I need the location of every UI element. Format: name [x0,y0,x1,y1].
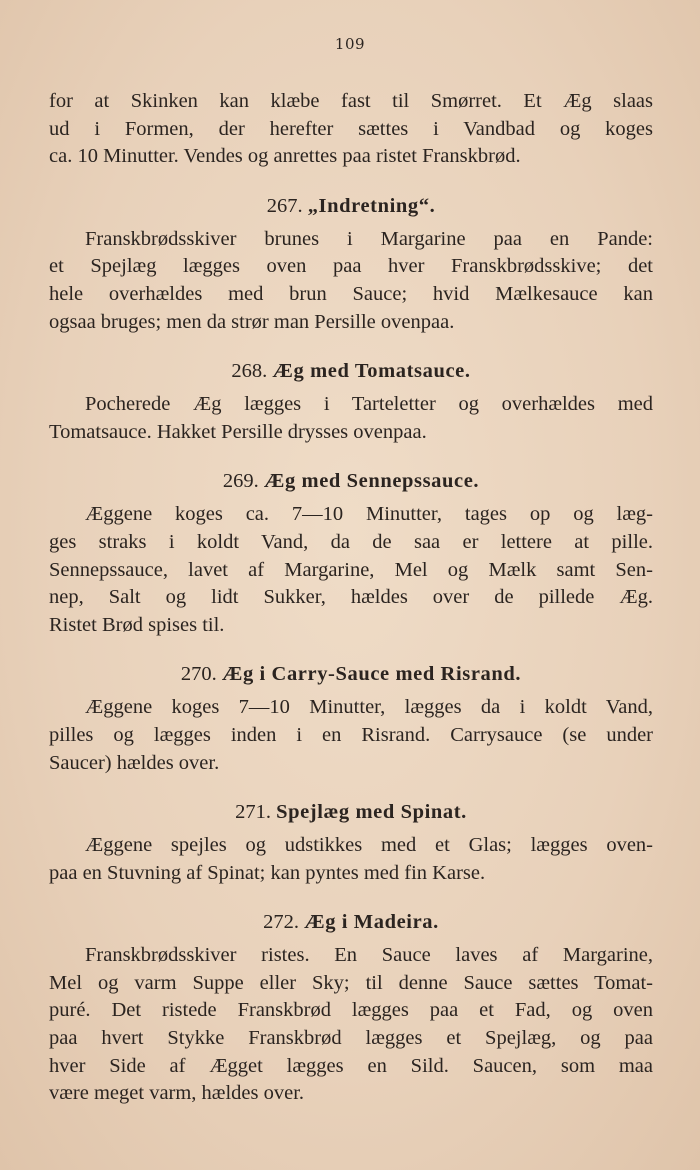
recipe-title: Spejlæg med Spinat. [276,801,467,824]
recipe-line: Mel og varm Suppe eller Sky; til denne Sauce sættes Tomat- [49,971,653,994]
recipe-line: hver Side af Ægget lægges en Sild. Saucen, som maa [49,1054,653,1077]
recipe-text [49,501,653,639]
recipe-heading [49,661,653,688]
page-content [49,88,653,1108]
recipe-title: Æg i Madeira. [304,911,439,934]
recipe-title: Æg med Sennepssauce. [263,470,480,493]
recipe-line: et Spejlæg lægges oven paa hver Franskbrødsskive; det [49,255,653,278]
recipe-line: Æggene koges 7—10 Minutter, lægges da i koldt Vand, [85,696,653,719]
recipe-line: pilles og lægges inden i en Risrand. Carrysauce (se under [49,723,653,746]
recipe-number: 272. [263,911,299,934]
recipe-line: nep, Salt og lidt Sukker, hældes over de pillede Æg. [49,586,653,609]
recipe-heading [49,193,653,220]
recipe-line: Sennepssauce, lavet af Margarine, Mel og Mælk samt Sen- [49,558,653,581]
recipe-271 [49,799,653,887]
recipe-268 [49,358,653,446]
recipe-line: Æggene spejles og udstikkes med et Glas; lægges oven- [85,834,653,857]
recipe-line: være meget varm, hældes over. [49,1082,305,1105]
recipe-number: 270. [180,663,217,686]
recipe-line: Ristet Brød spises til. [49,613,225,636]
recipe-267 [49,193,653,336]
recipe-number: 271. [235,801,271,824]
recipe-line: Æggene koges ca. 7—10 Minutter, tages op og læg- [85,503,653,526]
recipe-text [49,226,653,336]
recipe-number: 269. [222,470,259,493]
recipe-heading [49,468,653,495]
recipe-heading [49,909,653,936]
intro-line: ud i Formen, der herefter sættes i Vandbad og koges [49,117,653,140]
recipe-text [49,942,653,1108]
recipe-title: Æg med Tomatsauce. [272,360,471,383]
recipe-269 [49,468,653,639]
recipe-line: paa en Stuvning af Spinat; kan pyntes med fin Karse. [49,861,486,884]
recipe-title: Æg i Carry-Sauce med Risrand. [221,663,522,686]
recipe-line: Franskbrødsskiver brunes i Margarine paa en Pande: [85,227,653,250]
recipe-number: 268. [231,360,268,383]
recipe-text [49,391,653,446]
recipe-272 [49,909,653,1108]
intro-line: for at Skinken kan klæbe fast til Smørret. Et Æg slaas [49,90,653,112]
intro-paragraph [49,88,653,171]
recipe-line: Pocherede Æg lægges i Tarteletter og overhældes med [85,393,653,416]
recipe-title: „Indretning“. [307,194,436,217]
recipe-line: ges straks i koldt Vand, da de saa er lettere at pille. [49,530,653,553]
recipe-line: hele overhældes med brun Sauce; hvid Mælkesauce kan [49,282,653,305]
recipe-line: paa hvert Stykke Franskbrød lægges et Spejlæg, og paa [49,1027,653,1050]
recipe-text [49,694,653,777]
recipe-text [49,832,653,887]
recipe-line: Tomatsauce. Hakket Persille drysses ovenpaa. [49,420,427,443]
recipe-line: Saucer) hældes over. [49,751,220,774]
intro-line: ca. 10 Minutter. Vendes og anrettes paa ristet Franskbrød. [49,145,521,168]
recipe-270 [49,661,653,777]
page-number: 109 [334,35,366,53]
recipe-line: ogsaa bruges; men da strør man Persille ovenpaa. [49,310,455,333]
recipe-line: puré. Det ristede Franskbrød lægges paa et Fad, og oven [49,999,653,1022]
recipe-line: Franskbrødsskiver ristes. En Sauce laves af Margarine, [85,944,653,967]
recipe-heading [49,799,653,826]
recipe-number: 267. [266,194,303,217]
recipe-heading [49,358,653,385]
